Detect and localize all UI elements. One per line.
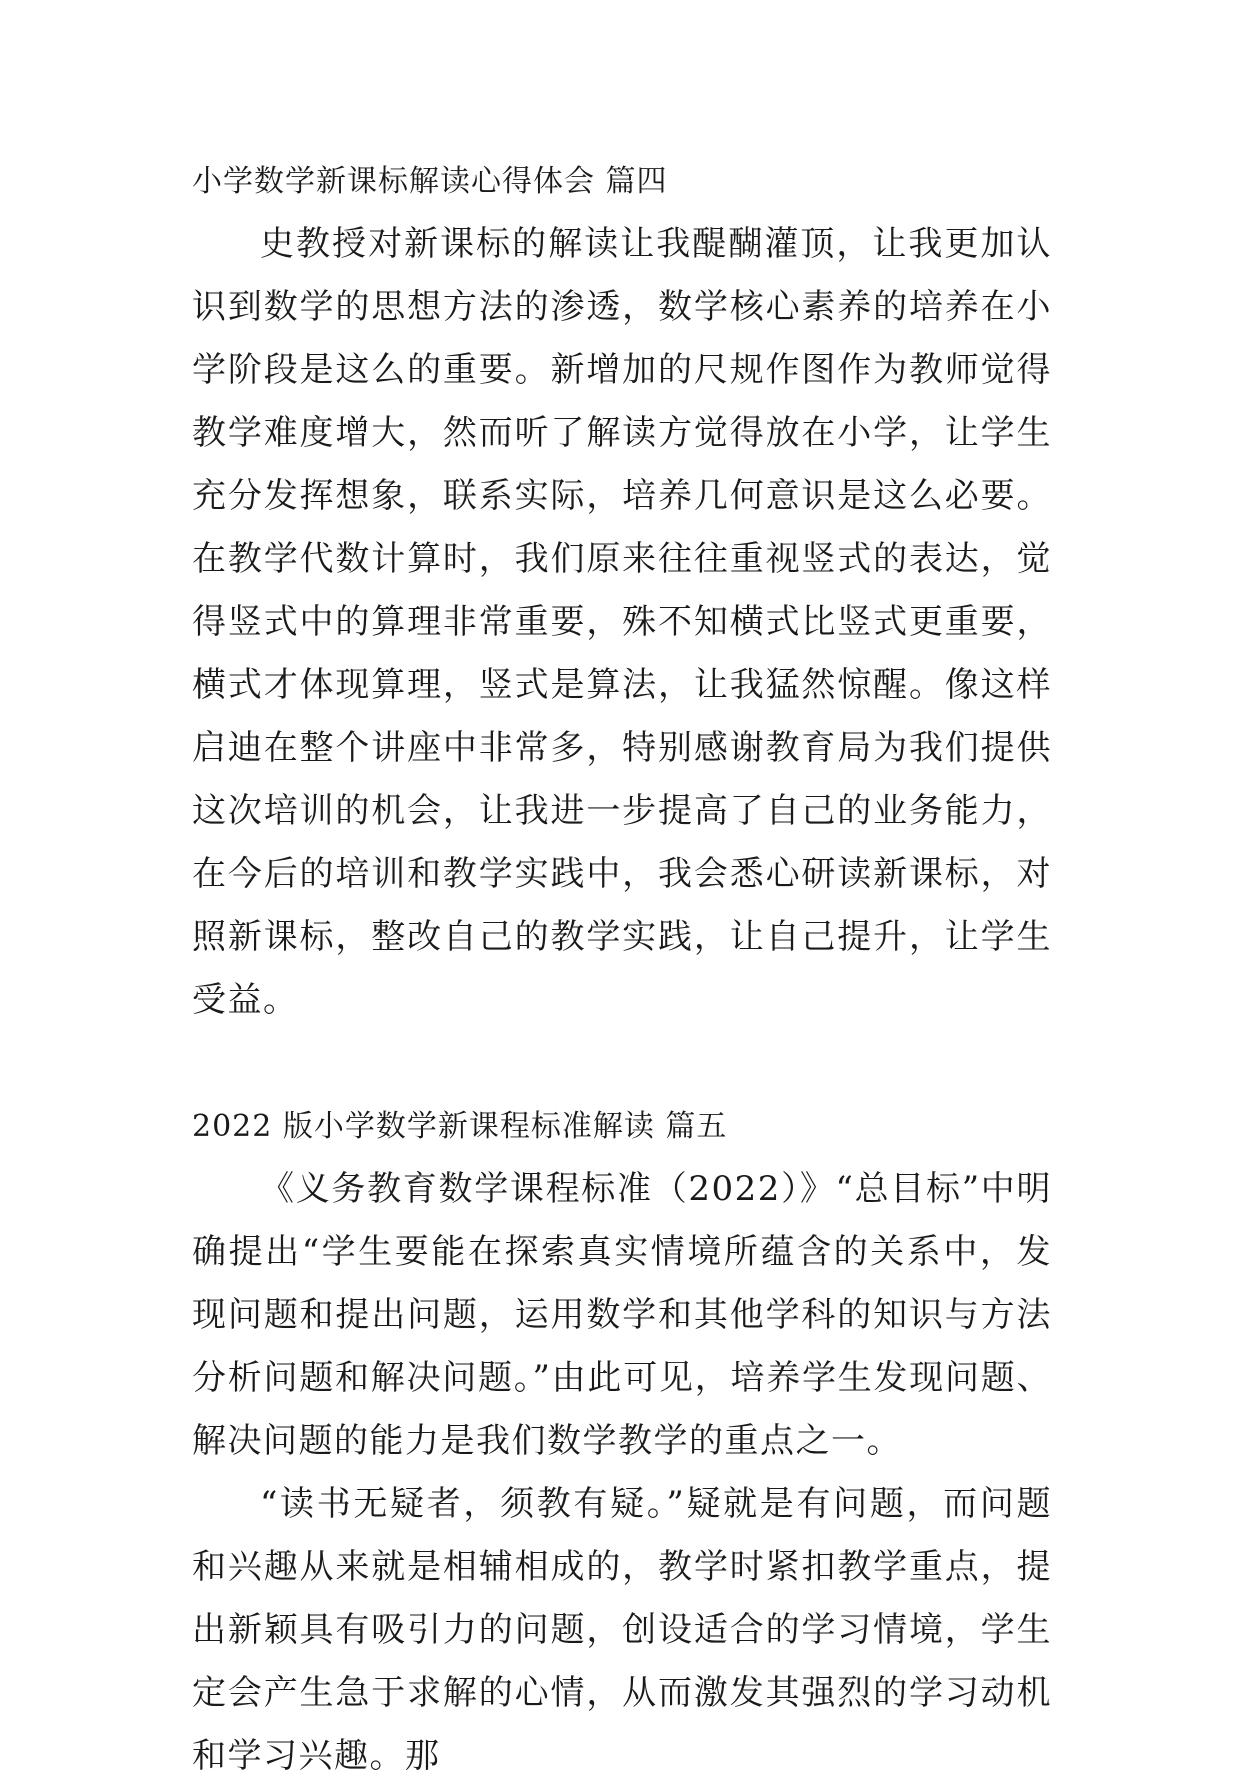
section-5-title: 2022 版小学数学新课程标准解读 篇五 (192, 1109, 728, 1144)
section-4-title: 小学数学新课标解读心得体会 篇四 (192, 164, 668, 199)
section-5-paragraph-1: 《义务教育数学课程标准（2022）》“总目标”中明确提出“学生要能在探索真实情境所蕴含的关系中，发现问题和提出问题，运用数学和其他学科的知识与方法分析问题和解决问题。”由此可见，培养学生发现问题、解决问题的能力是我们数学教学的重点之一。 (192, 1169, 1052, 1461)
document-page (192, 150, 1052, 1788)
section-gap (192, 1032, 1052, 1095)
section-4-paragraph-1: 史教授对新课标的解读让我醍醐灌顶，让我更加认识到数学的思想方法的渗透，数学核心素养的培养在小学阶段是这么的重要。新增加的尺规作图作为教师觉得教学难度增大，然而听了解读方觉得放在小学，让学生充分发挥想象，联系实际，培养几何意识是这么必要。在教学代数计算时，我们原来往往重视竖式的表达，觉得竖式中的算理非常重要，殊不知横式比竖式更重要，横式才体现算理，竖式是算法，让我猛然惊醒。像这样启迪在整个讲座中非常多，特别感谢教育局为我们提供这次培训的机会，让我进一步提高了自己的业务能力，在今后的培训和教学实践中，我会悉心研读新课标，对照新课标，整改自己的教学实践，让自己提升，让学生受益。 (192, 224, 1052, 1020)
section-5-paragraph-2: “读书无疑者，须教有疑。”疑就是有问题，而问题和兴趣从来就是相辅相成的，教学时紧扣教学重点，提出新颖具有吸引力的问题，创设适合的学习情境，学生定会产生急于求解的心情，从而激发其强烈的学习动机和学习兴趣。那 (192, 1484, 1052, 1776)
